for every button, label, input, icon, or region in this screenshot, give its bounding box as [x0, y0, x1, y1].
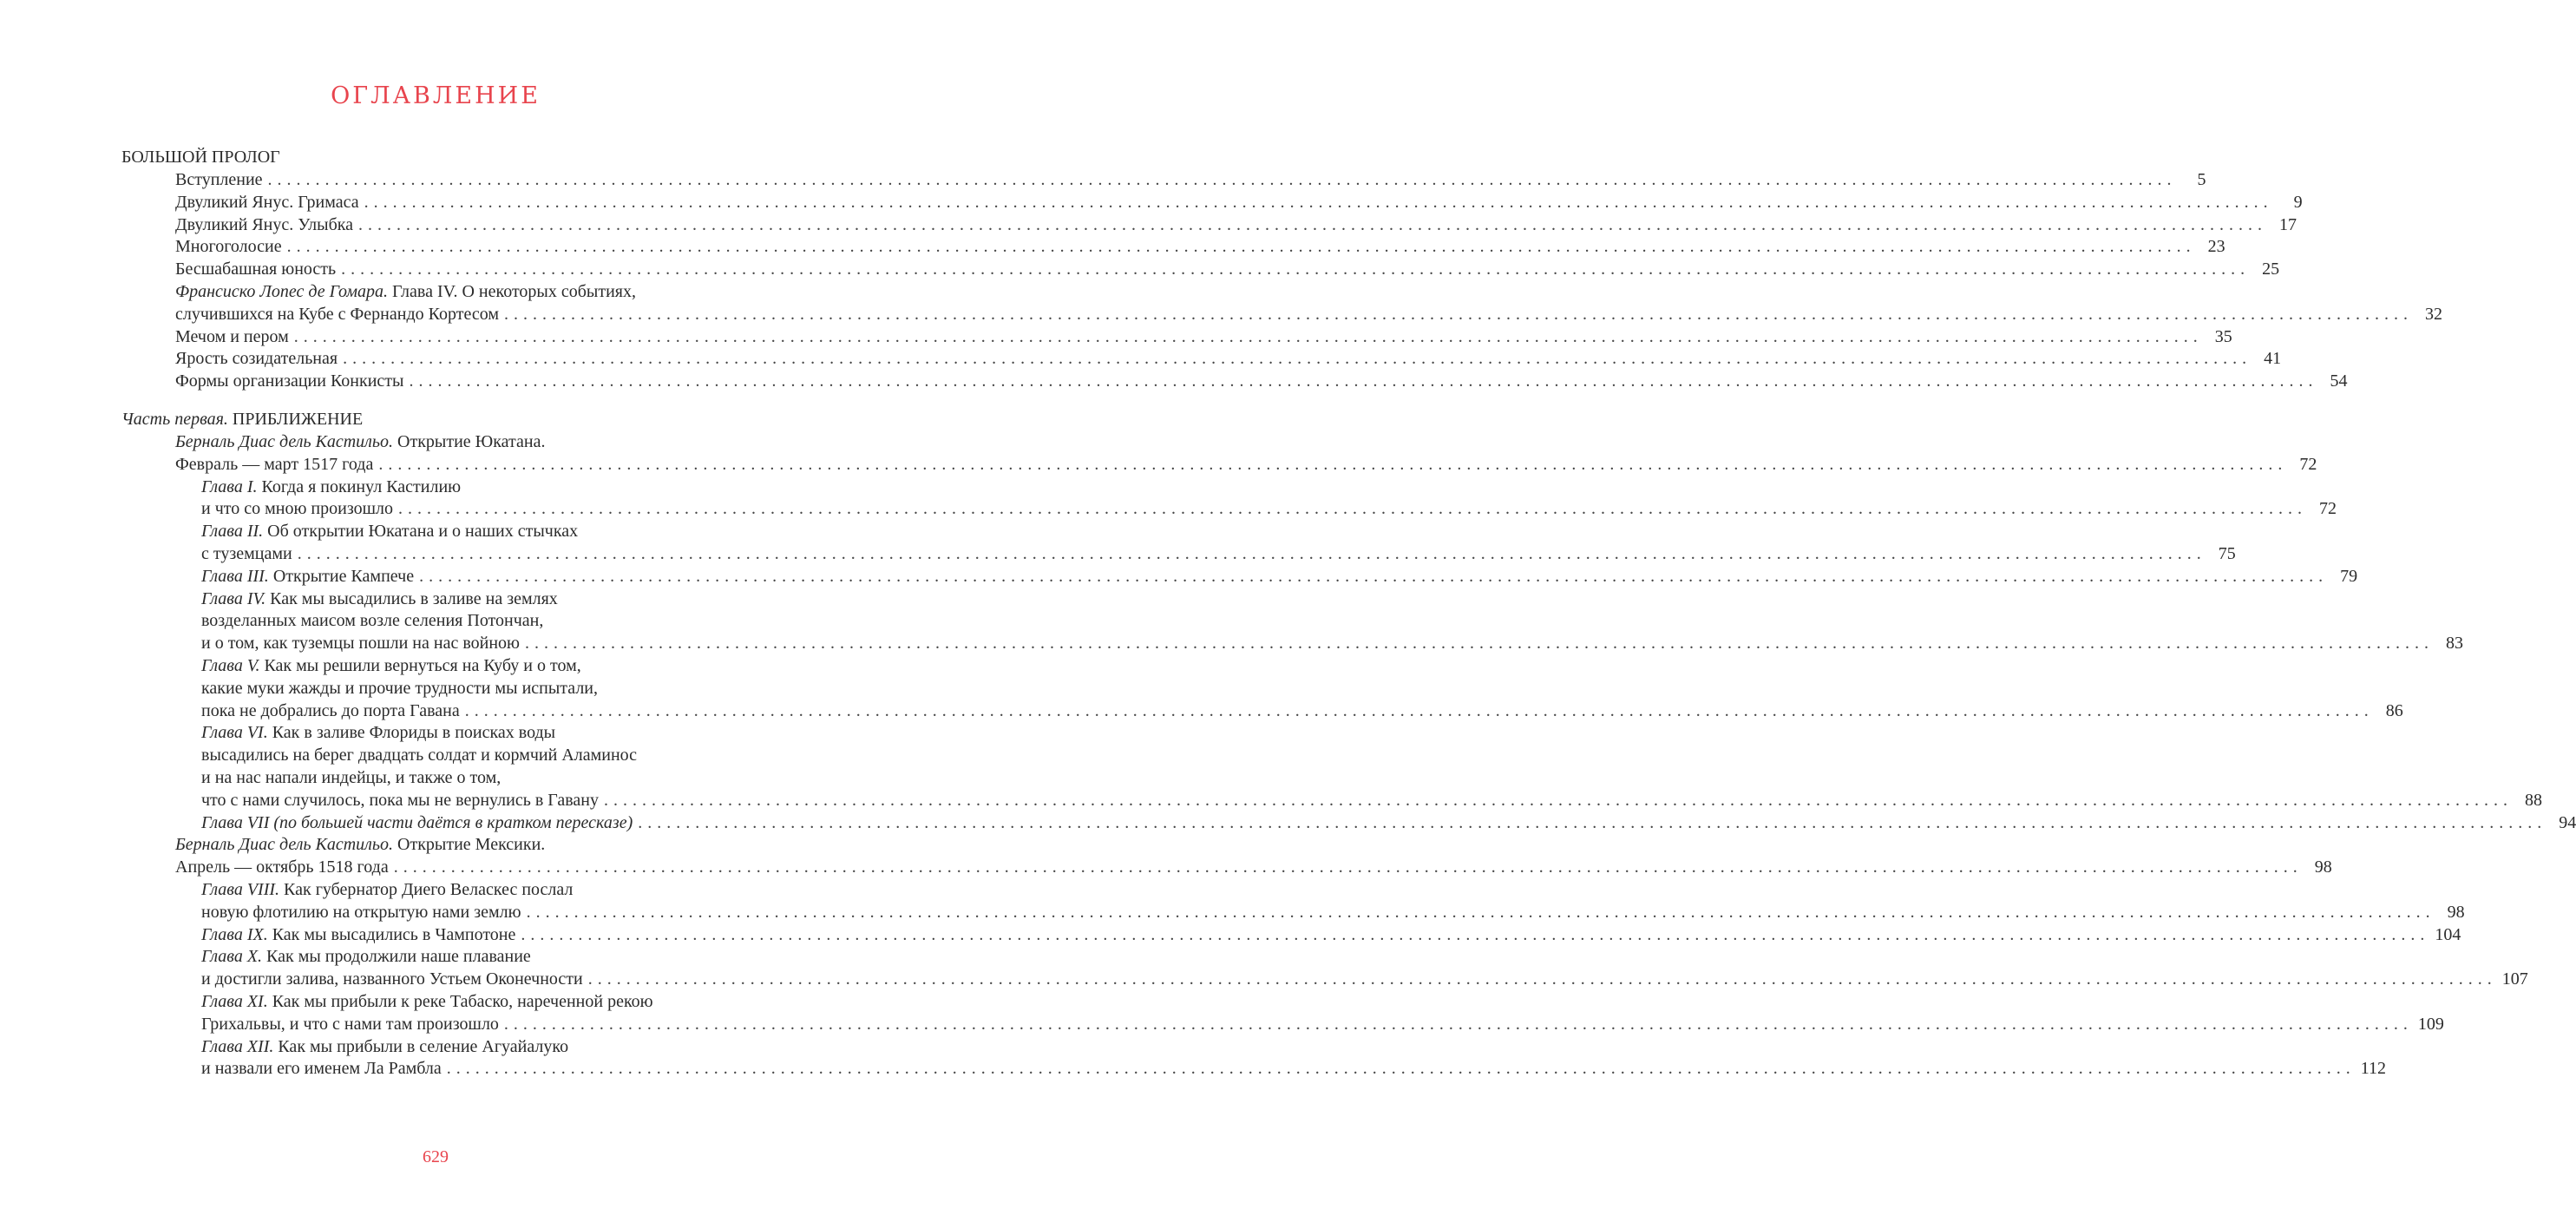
toc-entry-text: Бесшабашная юность — [175, 260, 337, 279]
toc-entry-text: Многоголосие — [175, 237, 282, 257]
toc-entry — [175, 833, 545, 856]
toc-entry — [201, 542, 2236, 565]
toc-page-number: 86 — [2385, 700, 2403, 720]
leader-dots: ........................................................................................................................................................................................................ — [409, 371, 2318, 391]
toc-entry-text: Глава XI. Как мы прибыли к реке Табаско, нареченной рекою — [201, 992, 653, 1011]
toc-entry — [201, 901, 2465, 923]
toc-page-number: 109 — [2417, 1014, 2444, 1034]
toc-entry-text: Глава IV. Как мы высадились в заливе на землях — [201, 588, 558, 608]
toc-entry-italic: Глава III. — [201, 566, 269, 586]
toc-entry-text: с туземцами — [201, 544, 292, 563]
toc-page-number: 83 — [2446, 634, 2463, 654]
toc-entry-text: и что со мною произошло — [201, 499, 393, 519]
leader-dots: ........................................................................................................................................................................................................ — [343, 349, 2252, 369]
leader-dots: ........................................................................................................................................................................................................ — [603, 790, 2513, 810]
toc-entry — [175, 191, 2303, 214]
leader-dots: ........................................................................................................................................................................................................ — [358, 214, 2268, 234]
toc-entry — [175, 214, 2297, 236]
leader-dots: ........................................................................................................................................................................................................ — [464, 700, 2374, 720]
toc-entry — [201, 811, 2576, 834]
toc-entry-text: Глава III. Открытие Кампече — [201, 566, 415, 586]
toc-entry-text: Февраль — март 1517 года — [175, 454, 374, 474]
toc-entry-italic: Глава VII (по большей части даётся в кратком пересказе) — [201, 812, 633, 832]
leader-dots: ........................................................................................................................................................................................................ — [419, 566, 2329, 586]
toc-page-number: 75 — [2218, 544, 2236, 563]
leader-dots: ........................................................................................................................................................................................................ — [293, 326, 2203, 346]
toc-entry-text: Двуликий Янус. Гримаса — [175, 192, 359, 212]
leader-dots: ........................................................................................................................................................................................................ — [638, 812, 2547, 832]
toc-entry — [201, 677, 598, 700]
toc-entry-text: и на нас напали индейцы, и также о том, — [201, 768, 501, 787]
leader-dots: ........................................................................................................................................................................................................ — [446, 1059, 2356, 1079]
toc-page-number: 107 — [2501, 969, 2528, 989]
toc-entry — [201, 609, 543, 632]
toc-page-number: 41 — [2264, 349, 2282, 369]
toc-page-number: 94 — [2559, 812, 2576, 832]
toc-entry — [201, 654, 581, 677]
toc-page-number: 72 — [2299, 454, 2317, 474]
toc-entry — [175, 303, 2442, 325]
toc-entry-italic: Глава IV. — [201, 588, 266, 608]
toc-entry-text: Ярость созидательная — [175, 349, 338, 369]
toc-entry-text: Грихальвы, и что с нами там произошло — [201, 1014, 499, 1034]
toc-page-number: 112 — [2360, 1059, 2387, 1079]
toc-entry-italic: Берналь Диас дель Кастильо. — [175, 432, 394, 451]
toc-page-number: 17 — [2279, 214, 2297, 234]
toc-entry-text: Часть первая. ПРИБЛИЖЕНИЕ — [121, 410, 364, 429]
leader-dots: ........................................................................................................................................................................................................ — [503, 1014, 2413, 1034]
toc-entry-text: Глава IX. Как мы высадились в Чампотоне — [201, 924, 516, 944]
toc-entry-italic: Глава VI. — [201, 723, 268, 743]
toc-entry-text: БОЛЬШОЙ ПРОЛОГ — [121, 148, 280, 167]
toc-entry — [201, 721, 555, 744]
toc-page-number: 9 — [2293, 192, 2303, 212]
toc-entry — [175, 235, 2225, 258]
toc-entry — [201, 632, 2463, 654]
toc-entry-italic: Глава I. — [201, 476, 258, 496]
leader-dots: ........................................................................................................................................................................................................ — [503, 304, 2413, 324]
toc-entry-text: случившихся на Кубе с Фернандо Кортесом — [175, 304, 499, 324]
leader-dots: ........................................................................................................................................................................................................ — [587, 969, 2497, 989]
toc-entry-text: Глава V. Как мы решили вернуться на Кубу и о том, — [201, 656, 581, 675]
toc-entry-text: Формы организации Конкисты — [175, 371, 404, 391]
toc-page-number: 25 — [2262, 260, 2280, 279]
toc-entry-italic: Глава V. — [201, 656, 260, 675]
toc-entry-text: высадились на берег двадцать солдат и кормчий Аламинос — [201, 746, 638, 765]
toc-entry — [175, 347, 2282, 370]
toc-entry-text: Глава XII. Как мы прибыли в селение Агуайалуко — [201, 1036, 569, 1056]
leader-dots: ........................................................................................................................................................................................................ — [393, 857, 2303, 877]
toc-entry-text: и о том, как туземцы пошли на нас войною — [201, 634, 520, 654]
toc-entry — [201, 789, 2542, 811]
toc-entry-italic: Глава XII. — [201, 1036, 274, 1056]
toc-entry-text: Двуликий Янус. Улыбка — [175, 214, 354, 234]
toc-entry-italic: Глава IX. — [201, 924, 268, 944]
section-heading — [121, 408, 363, 430]
toc-page-number: 23 — [2207, 237, 2225, 257]
leader-dots: ........................................................................................................................................................................................................ — [364, 192, 2273, 212]
toc-entry — [175, 453, 2317, 476]
toc-entry-italic: Глава X. — [201, 947, 263, 967]
page-number: 629 — [423, 1147, 449, 1166]
toc-entry — [201, 1013, 2444, 1035]
toc-entry-text: пока не добрались до порта Гавана — [201, 700, 460, 720]
toc-entry — [175, 258, 2280, 280]
toc-entry-text: что с нами случилось, пока мы не вернулись в Гавану — [201, 790, 599, 810]
toc-entry-text: Глава II. Об открытии Юкатана и о наших стычках — [201, 522, 579, 542]
toc-entry — [201, 968, 2528, 990]
toc-page-number: 72 — [2319, 499, 2337, 519]
toc-entry-text: Вступление — [175, 170, 263, 189]
toc-page-number: 54 — [2330, 371, 2348, 391]
toc-entry-text: Апрель — октябрь 1518 года — [175, 857, 389, 877]
toc-entry — [201, 476, 461, 498]
toc-entry — [201, 497, 2337, 520]
toc-entry-text — [201, 811, 633, 834]
toc-page-number: 79 — [2340, 566, 2358, 586]
leader-dots: ........................................................................................................................................................................................................ — [341, 260, 2251, 279]
toc-entry — [201, 923, 2461, 946]
toc-page-number: 5 — [2197, 170, 2206, 189]
leader-dots: ........................................................................................................................................................................................................ — [297, 544, 2206, 563]
toc-entry-text: Глава VIII. Как губернатор Диего Веласкес послал — [201, 880, 574, 899]
toc-entry — [175, 856, 2332, 878]
toc-entry-italic: Франсиско Лопес де Гомара. — [175, 282, 388, 301]
toc-entry-italic: Берналь Диас дель Кастильо. — [175, 835, 394, 855]
toc-entry — [175, 325, 2232, 348]
toc-entry-text: и достигли залива, названного Устьем Оконечности — [201, 969, 583, 989]
toc-entry-text: и назвали его именем Ла Рамбла — [201, 1059, 442, 1079]
toc-page-number: 35 — [2214, 326, 2232, 346]
toc-page-number: 88 — [2524, 790, 2542, 810]
toc-entry — [201, 766, 501, 789]
leader-dots: ........................................................................................................................................................................................................ — [286, 237, 2196, 257]
toc-entry-italic: Глава II. — [201, 522, 264, 542]
toc-entry — [201, 945, 531, 968]
toc-entry-text: Глава VI. Как в заливе Флориды в поисках воды — [201, 723, 556, 743]
leader-dots: ........................................................................................................................................................................................................ — [525, 634, 2434, 654]
toc-entry — [201, 1057, 2387, 1080]
leader-dots: ........................................................................................................................................................................................................ — [378, 454, 2288, 474]
toc-entry-italic: Глава VIII. — [201, 880, 280, 899]
toc-entry-text: Глава I. Когда я покинул Кастилию — [201, 476, 462, 496]
toc-entry-text: какие муки жажды и прочие трудности мы испытали, — [201, 678, 599, 698]
leader-dots: ........................................................................................................................................................................................................ — [267, 170, 2177, 189]
toc-entry — [201, 744, 637, 766]
toc-entry-text: возделанных маисом возле селения Потончан, — [201, 611, 544, 631]
toc-entry-text: новую флотилию на открытую нами землю — [201, 902, 521, 922]
toc-page-number: 98 — [2314, 857, 2332, 877]
leader-dots: ........................................................................................................................................................................................................ — [521, 924, 2430, 944]
leader-dots: ........................................................................................................................................................................................................ — [526, 902, 2435, 922]
section-heading — [121, 146, 280, 168]
toc-entry — [175, 280, 636, 303]
page-title: оглавление — [331, 73, 541, 111]
toc-entry-text: Франсиско Лопес де Гомара. Глава IV. О некоторых событиях, — [175, 282, 636, 301]
toc-entry — [201, 520, 578, 542]
toc-entry — [175, 370, 2348, 392]
toc-entry — [201, 588, 558, 610]
toc-entry — [175, 430, 545, 453]
toc-entry-text: Глава X. Как мы продолжили наше плавание — [201, 947, 531, 967]
toc-entry-italic: Глава XI. — [201, 992, 268, 1011]
toc-page-number: 32 — [2424, 304, 2442, 324]
toc-entry-text: Берналь Диас дель Кастильо. Открытие Мексики. — [175, 835, 546, 855]
toc-entry-text: Мечом и пером — [175, 326, 289, 346]
toc-entry — [175, 168, 2206, 191]
toc-entry-italic: Часть первая. — [121, 410, 228, 429]
toc-entry — [201, 878, 573, 901]
toc-entry — [201, 565, 2358, 588]
toc-page-number: 104 — [2435, 924, 2461, 944]
toc-entry — [201, 700, 2403, 722]
toc-entry — [201, 1035, 568, 1058]
toc-entry-text: Берналь Диас дель Кастильо. Открытие Юкатана. — [175, 432, 546, 451]
leader-dots: ........................................................................................................................................................................................................ — [398, 499, 2307, 519]
toc-entry — [201, 990, 653, 1013]
toc-page-number: 98 — [2447, 902, 2465, 922]
